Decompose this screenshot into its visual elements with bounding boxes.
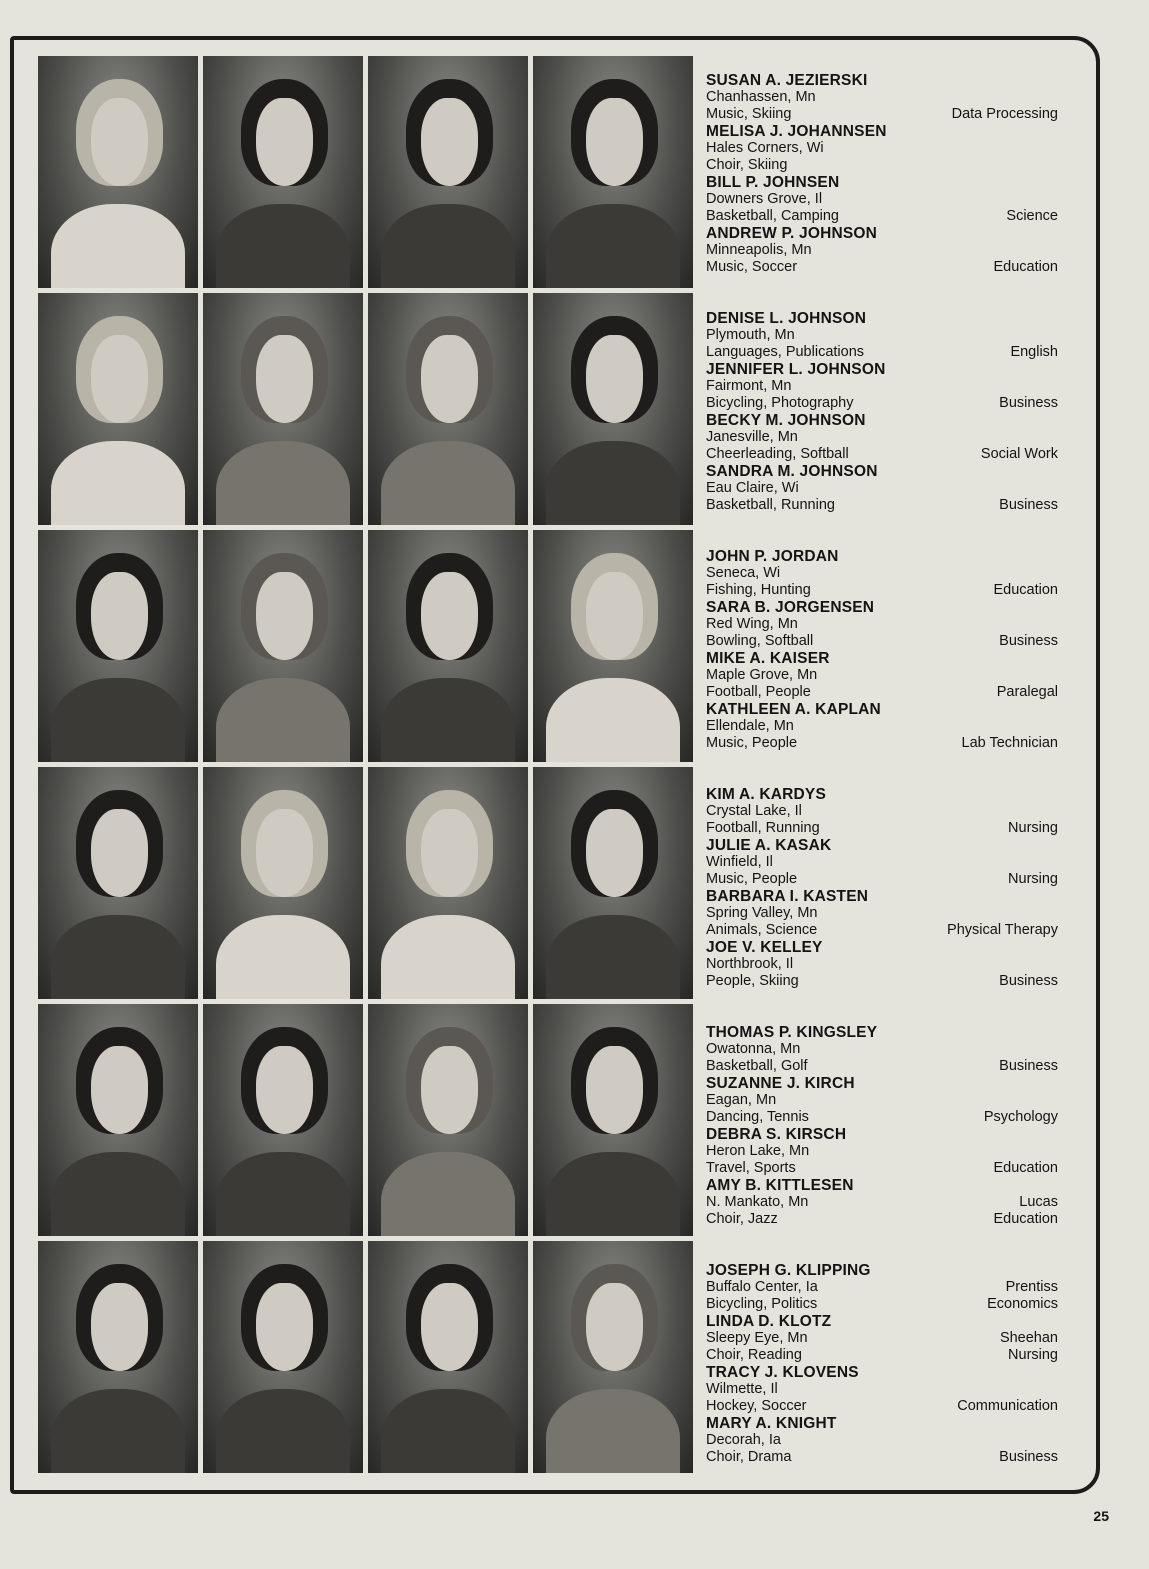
portrait-photo <box>38 1241 198 1473</box>
student-activities: Choir, Drama <box>706 1449 792 1465</box>
student-entry <box>706 548 1066 599</box>
student-name: JOE V. KELLEY <box>706 939 823 956</box>
student-hometown: Hales Corners, Wi <box>706 140 824 156</box>
student-activities: Music, Skiing <box>706 106 792 122</box>
student-group <box>706 548 1066 752</box>
student-entry <box>706 174 1066 225</box>
portrait-photo <box>203 1004 363 1236</box>
student-name: SANDRA M. JOHNSON <box>706 463 878 480</box>
student-activities: Fishing, Hunting <box>706 582 811 598</box>
student-hometown: Janesville, Mn <box>706 429 798 445</box>
student-major <box>1000 1330 1058 1364</box>
portrait-photo <box>533 1241 693 1473</box>
student-name: TRACY J. KLOVENS <box>706 1364 859 1381</box>
student-major-line: Social Work <box>980 446 1058 462</box>
student-major <box>997 684 1058 701</box>
student-major <box>1010 344 1058 361</box>
student-activities: Hockey, Soccer <box>706 1398 807 1414</box>
student-major-line: Communication <box>957 1398 1058 1414</box>
student-name: BARBARA I. KASTEN <box>706 888 869 905</box>
portrait-photo <box>203 1241 363 1473</box>
portrait-photo <box>368 767 528 999</box>
student-major-line: Business <box>999 633 1058 649</box>
student-activities: Music, People <box>706 871 798 887</box>
student-name: KATHLEEN A. KAPLAN <box>706 701 881 718</box>
student-hometown: Winfield, Il <box>706 854 773 870</box>
student-entry <box>706 701 1066 752</box>
student-name: BECKY M. JOHNSON <box>706 412 866 429</box>
student-hometown: Seneca, Wi <box>706 565 781 581</box>
student-name: MIKE A. KAISER <box>706 650 830 667</box>
student-major <box>999 1058 1058 1075</box>
student-name: MARY A. KNIGHT <box>706 1415 837 1432</box>
student-activities: Basketball, Camping <box>706 208 839 224</box>
student-name: SUZANNE J. KIRCH <box>706 1075 855 1092</box>
student-group <box>706 310 1066 514</box>
student-name: KIM A. KARDYS <box>706 786 827 803</box>
student-hometown: Northbrook, Il <box>706 956 794 972</box>
student-activities: Football, People <box>706 684 811 700</box>
student-entry <box>706 1415 1066 1466</box>
student-major-line: Psychology <box>983 1109 1058 1125</box>
portrait-photo <box>203 530 363 762</box>
student-entry <box>706 786 1066 837</box>
student-name: ANDREW P. JOHNSON <box>706 225 878 242</box>
student-hometown: Downers Grove, Il <box>706 191 823 207</box>
student-group <box>706 1024 1066 1228</box>
student-entry <box>706 888 1066 939</box>
student-name: SUSAN A. JEZIERSKI <box>706 72 868 89</box>
portrait-photo <box>533 767 693 999</box>
student-activities: Basketball, Running <box>706 497 835 513</box>
student-activities: Basketball, Golf <box>706 1058 808 1074</box>
page-number: 25 <box>1093 1508 1109 1524</box>
student-hometown: Chanhassen, Mn <box>706 89 816 105</box>
student-name: DENISE L. JOHNSON <box>706 310 867 327</box>
student-major <box>957 1398 1058 1415</box>
portrait-photo <box>368 293 528 525</box>
portrait-photo <box>38 530 198 762</box>
student-major <box>952 106 1058 123</box>
student-group <box>706 786 1066 990</box>
portrait-photo <box>368 1004 528 1236</box>
portrait-photo <box>533 56 693 288</box>
student-major-line: Business <box>999 973 1058 989</box>
student-hometown: Decorah, Ia <box>706 1432 781 1448</box>
student-major-line: Economics <box>987 1296 1058 1312</box>
student-major <box>987 1279 1058 1313</box>
student-activities: Choir, Skiing <box>706 157 788 173</box>
student-hometown: Owatonna, Mn <box>706 1041 801 1057</box>
student-major <box>999 395 1058 412</box>
student-major-line: Business <box>999 1449 1058 1465</box>
student-major-line: Business <box>999 395 1058 411</box>
student-entry <box>706 1126 1066 1177</box>
portrait-photo <box>533 530 693 762</box>
student-name: JOHN P. JORDAN <box>706 548 839 565</box>
student-activities: Music, Soccer <box>706 259 798 275</box>
student-major-line: Lab Technician <box>961 735 1058 751</box>
student-activities: Animals, Science <box>706 922 818 938</box>
student-activities: Cheerleading, Softball <box>706 446 849 462</box>
student-hometown: Eagan, Mn <box>706 1092 777 1108</box>
portrait-photo <box>368 56 528 288</box>
student-activities: People, Skiing <box>706 973 799 989</box>
student-activities: Choir, Reading <box>706 1347 802 1363</box>
student-major <box>947 922 1058 939</box>
student-activities: Choir, Jazz <box>706 1211 778 1227</box>
student-entry <box>706 1313 1066 1364</box>
portrait-photo <box>38 56 198 288</box>
portrait-photo <box>38 1004 198 1236</box>
student-name: JOSEPH G. KLIPPING <box>706 1262 871 1279</box>
student-entry <box>706 1024 1066 1075</box>
student-entry <box>706 225 1066 276</box>
student-major-line: Physical Therapy <box>947 922 1058 938</box>
student-major <box>994 582 1059 599</box>
student-entry <box>706 939 1066 990</box>
student-major-line: Science <box>1006 208 1058 224</box>
student-hometown: Minneapolis, Mn <box>706 242 812 258</box>
student-entry <box>706 1177 1066 1228</box>
student-entry <box>706 1262 1066 1313</box>
student-major-line: Sheehan <box>999 1330 1058 1346</box>
student-name: JULIE A. KASAK <box>706 837 832 854</box>
student-major <box>999 973 1058 990</box>
student-major <box>999 1449 1058 1466</box>
student-hometown: Spring Valley, Mn <box>706 905 818 921</box>
student-name: LINDA D. KLOTZ <box>706 1313 832 1330</box>
student-hometown: Fairmont, Mn <box>706 378 792 394</box>
student-major-line: Data Processing <box>951 106 1058 122</box>
student-major-line: Paralegal <box>996 684 1058 700</box>
student-entry <box>706 1364 1066 1415</box>
student-major <box>984 1109 1058 1126</box>
student-name: MELISA J. JOHANNSEN <box>706 123 887 140</box>
student-major-line: Nursing <box>1008 1347 1058 1363</box>
student-entry <box>706 650 1066 701</box>
student-activities: Dancing, Tennis <box>706 1109 809 1125</box>
portrait-photo <box>368 530 528 762</box>
student-major-line: Education <box>993 582 1058 598</box>
student-entry <box>706 361 1066 412</box>
student-name: BILL P. JOHNSEN <box>706 174 840 191</box>
student-major <box>994 1194 1059 1228</box>
student-activities: Bicycling, Photography <box>706 395 854 411</box>
portrait-photo <box>203 293 363 525</box>
student-hometown: Plymouth, Mn <box>706 327 795 343</box>
student-entry <box>706 463 1066 514</box>
student-major-line: Lucas <box>1019 1194 1058 1210</box>
student-group <box>706 72 1066 276</box>
portrait-photo <box>38 767 198 999</box>
student-activities: Travel, Sports <box>706 1160 796 1176</box>
student-major-line: Prentiss <box>1005 1279 1058 1295</box>
student-hometown: Buffalo Center, Ia <box>706 1279 818 1295</box>
student-hometown: Red Wing, Mn <box>706 616 798 632</box>
student-hometown: Crystal Lake, Il <box>706 803 802 819</box>
student-major-line: Nursing <box>1008 820 1058 836</box>
student-entry <box>706 72 1066 123</box>
student-major-line: Education <box>993 1211 1058 1227</box>
student-name: AMY B. KITTLESEN <box>706 1177 854 1194</box>
student-major <box>1008 820 1058 837</box>
student-major <box>981 446 1058 463</box>
student-major <box>962 735 1058 752</box>
student-major <box>999 633 1058 650</box>
student-major-line: Business <box>999 497 1058 513</box>
portrait-photo <box>203 56 363 288</box>
portrait-grid <box>38 56 694 1472</box>
student-name: SARA B. JORGENSEN <box>706 599 875 616</box>
portrait-photo <box>533 1004 693 1236</box>
student-activities: Languages, Publications <box>706 344 865 360</box>
student-entry <box>706 123 1066 174</box>
student-hometown: Ellendale, Mn <box>706 718 794 734</box>
student-major <box>999 497 1058 514</box>
portrait-photo <box>368 1241 528 1473</box>
student-activities: Football, Running <box>706 820 820 836</box>
student-entry <box>706 837 1066 888</box>
student-entry <box>706 599 1066 650</box>
student-hometown: Sleepy Eye, Mn <box>706 1330 808 1346</box>
student-activities: Music, People <box>706 735 798 751</box>
portrait-photo <box>203 767 363 999</box>
student-entry <box>706 412 1066 463</box>
student-hometown: Wilmette, Il <box>706 1381 778 1397</box>
student-activities: Bowling, Softball <box>706 633 814 649</box>
student-major-line: Nursing <box>1008 871 1058 887</box>
student-major <box>1008 871 1058 888</box>
student-major-line: Education <box>993 259 1058 275</box>
student-hometown: Maple Grove, Mn <box>706 667 818 683</box>
student-major <box>994 1160 1059 1177</box>
portrait-photo <box>533 293 693 525</box>
student-entry <box>706 310 1066 361</box>
student-activities: Bicycling, Politics <box>706 1296 818 1312</box>
student-name: THOMAS P. KINGSLEY <box>706 1024 878 1041</box>
portrait-photo <box>38 293 198 525</box>
student-hometown: N. Mankato, Mn <box>706 1194 809 1210</box>
student-major-line: English <box>1010 344 1058 360</box>
student-name: DEBRA S. KIRSCH <box>706 1126 847 1143</box>
student-hometown: Eau Claire, Wi <box>706 480 799 496</box>
student-major <box>1006 208 1058 225</box>
student-group <box>706 1262 1066 1466</box>
student-major <box>994 259 1059 276</box>
student-entry <box>706 1075 1066 1126</box>
student-major-line: Business <box>999 1058 1058 1074</box>
student-major-line: Education <box>993 1160 1058 1176</box>
student-name: JENNIFER L. JOHNSON <box>706 361 886 378</box>
student-hometown: Heron Lake, Mn <box>706 1143 810 1159</box>
